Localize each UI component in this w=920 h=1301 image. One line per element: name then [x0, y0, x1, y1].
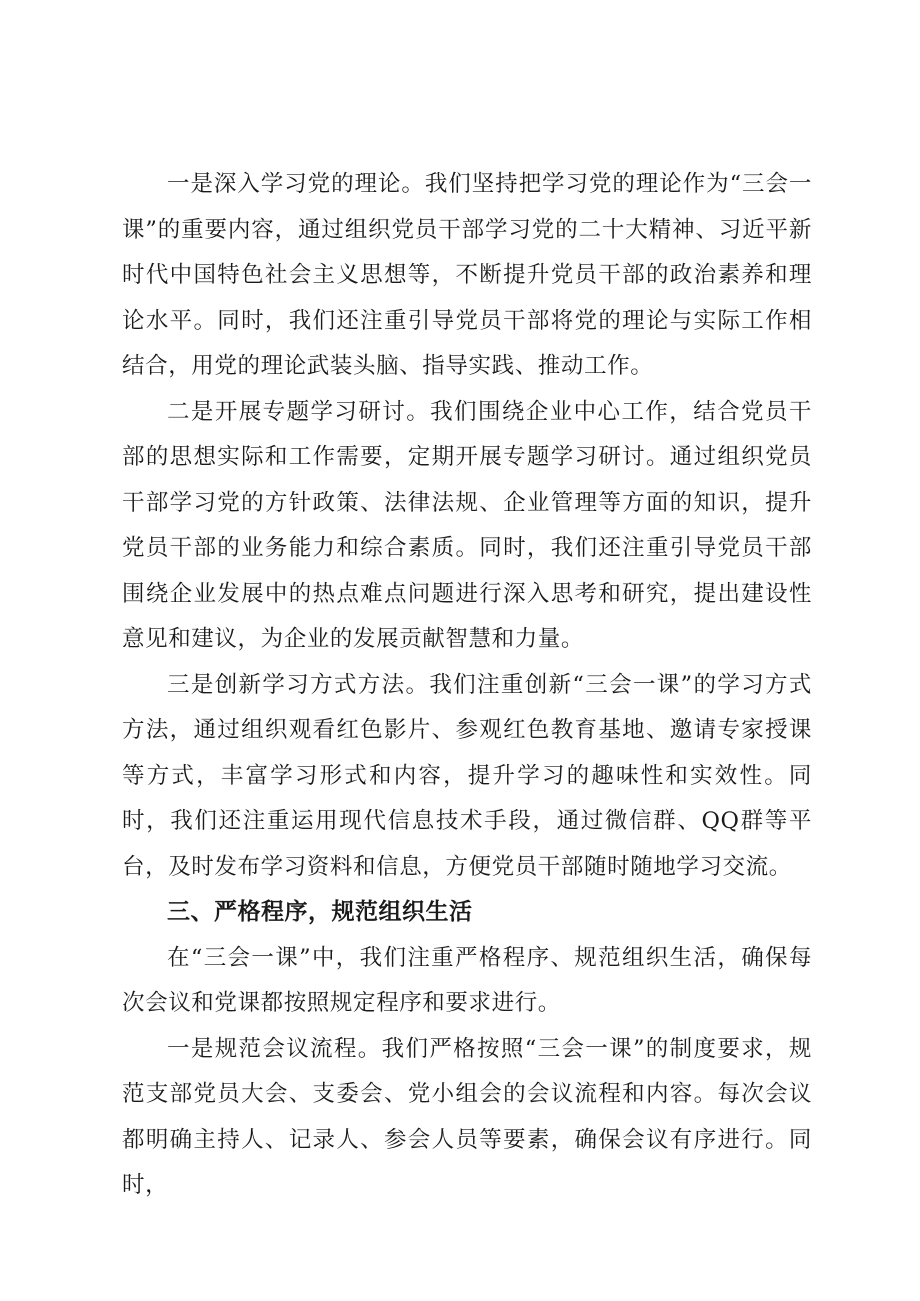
paragraph-thematic-study: 二是开展专题学习研讨。我们围绕企业中心工作，结合党员干部的思想实际和工作需要，定期开展专题学习研讨。通过组织党员干部学习党的方针政策、法律法规、企业管理等方面的知识，提升党员干部的业务能力和综合素质。同时，我们还注重引导党员干部围绕企业发展中的热点难点问题进行深入思考和研究，提出建设性意见和建议，为企业的发展贡献智慧和力量。: [122, 398, 812, 652]
paragraph-innovate-methods: 三是创新学习方式方法。我们注重创新“三会一课”的学习方式方法，通过组织观看红色影片、参观红色教育基地、邀请专家授课等方式，丰富学习形式和内容，提升学习的趣味性和实效性。同时，我们还注重运用现代信息技术手段，通过微信群、QQ群等平台，及时发布学习资料和信息，方便党员干部随时随地学习交流。: [122, 671, 812, 880]
paragraph-section-intro: 在“三会一课”中，我们注重严格程序、规范组织生活，确保每次会议和党课都按照规定程序和要求进行。: [122, 944, 812, 1016]
paragraph-meeting-process: 一是规范会议流程。我们严格按照“三会一课”的制度要求，规范支部党员大会、支委会、党小组会的会议流程和内容。每次会议都明确主持人、记录人、参会人员等要素，确保会议有序进行。同时，: [122, 1035, 812, 1198]
section-heading: 三、严格程序，规范组织生活: [167, 899, 473, 925]
paragraph-study-theory: 一是深入学习党的理论。我们坚持把学习党的理论作为“三会一课”的重要内容，通过组织党员干部学习党的二十大精神、习近平新时代中国特色社会主义思想等，不断提升党员干部的政治素养和理论水平。同时，我们还注重引导党员干部将党的理论与实际工作相结合，用党的理论武装头脑、指导实践、推动工作。: [122, 171, 812, 379]
document-body: [122, 162, 812, 1209]
